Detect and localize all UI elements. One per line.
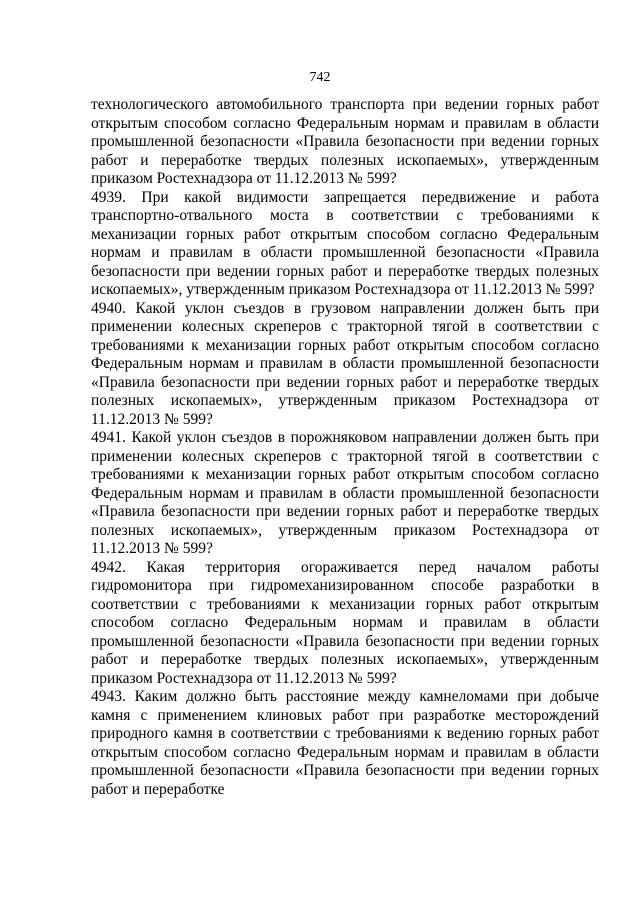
page-number: 742 [309, 70, 331, 85]
question-4943: 4943. Каким должно быть расстояние между камнеломами при добыче камня с применением клиновых работ при разработке месторождений природного камня в соответствии с требованиями к ведению горных работ открытым способом согласно Федеральным нормам и правилам в области промышленной безопасности «Правила безопасности при ведении горных работ и переработке [91, 688, 599, 798]
question-4940: 4940. Какой уклон съездов в грузовом направлении должен быть при применении колесных скреперов с тракторной тягой в соответствии с требованиями к механизации горных работ открытым способом согласно Федеральным нормам и правилам в области промышленной безопасности «Правила безопасности при ведении горных работ и переработке твердых полезных ископаемых», утвержденным приказом Ростехнадзора от 11.12.2013 № 599? [91, 299, 599, 428]
question-4941: 4941. Какой уклон съездов в порожняковом направлении должен быть при применении колесных скреперов с тракторной тягой в соответствии с требованиями к механизации горных работ открытым способом согласно Федеральным нормам и правилам в области промышленной безопасности «Правила безопасности при ведении горных работ и переработке твердых полезных ископаемых», утвержденным приказом Ростехнадзора от 11.12.2013 № 599? [91, 429, 599, 557]
paragraph-continuation: технологического автомобильного транспорта при ведении горных работ открытым способом согласно Федеральным нормам и правилам в области промышленной безопасности «Правила безопасности при ведении горных работ и переработке твердых полезных ископаемых», утвержденным приказом Ростехнадзора от 11.12.2013 № 599? [91, 96, 599, 187]
question-4939: 4939. При какой видимости запрещается передвижение и работа транспортно-отвального моста в соответствии с требованиями к механизации горных работ открытым способом согласно Федеральным нормам и правилам в области промышленной безопасности «Правила безопасности при ведении горных работ и переработке твердых полезных ископаемых», утвержденным приказом Ростехнадзора от 11.12.2013 № 599? [91, 188, 599, 298]
document-body [91, 96, 599, 799]
question-4942: 4942. Какая территория огораживается перед началом работы гидромонитора при гидромеханизированном способе разработки в соответствии с требованиями к механизации горных работ открытым способом согласно Федеральным нормам и правилам в области промышленной безопасности «Правила безопасности при ведении горных работ и переработке твердых полезных ископаемых», утвержденным приказом Ростехнадзора от 11.12.2013 № 599? [91, 558, 599, 687]
